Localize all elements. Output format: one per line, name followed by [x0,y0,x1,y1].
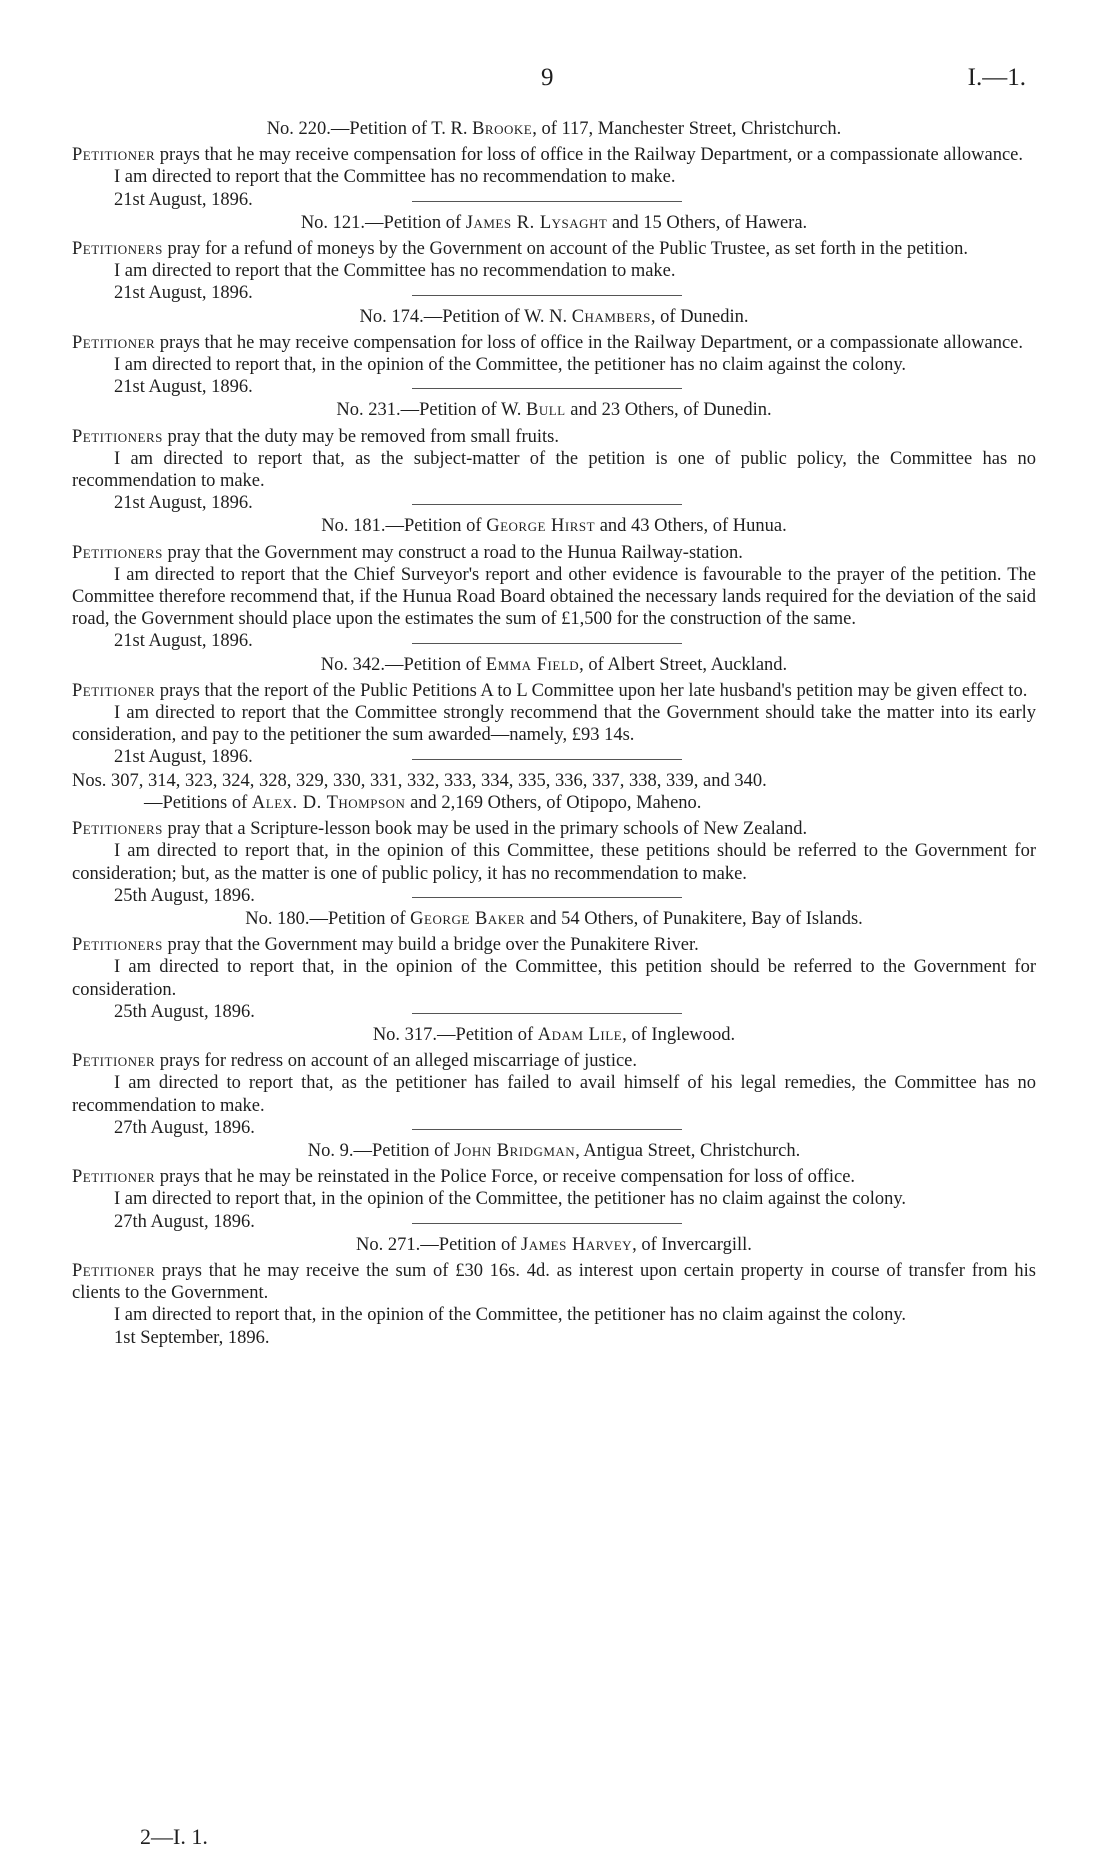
report-date: 25th August, 1896. [114,885,255,906]
committee-report: I am directed to report that, in the opinion of this Committee, these petitions should be referred to the Government for consideration; but, as the matter is one of public policy, it has no recommendation to make. [72,841,1036,884]
petition-entry [72,1140,1036,1232]
heading-suffix: and 43 Others, of Hunua. [595,516,787,537]
heading-prefix: —Petitions of [144,792,252,813]
petition-heading [72,1024,1036,1046]
petition-heading [72,212,1036,234]
heading-suffix: , of Albert Street, Auckland. [579,654,788,675]
petition-prayer [72,1260,1036,1304]
petitioner-label: Petitioner [72,1051,156,1072]
petition-entry [72,212,1036,304]
report-date: 21st August, 1896. [114,493,253,514]
report-date: 25th August, 1896. [114,1001,255,1022]
heading-suffix: , of 117, Manchester Street, Christchurch. [532,119,842,139]
heading-prefix: No. 174.—Petition of W. N. [359,306,572,327]
prayer-text: prays for redress on account of an alleged miscarriage of justice. [155,1051,638,1072]
report-date: 21st August, 1896. [114,377,253,398]
committee-report: I am directed to report that the Committee strongly recommend that the Government should take the matter into its early consideration, and pay to the petitioner the sum awarded—namely, £93 14s. [72,703,1036,746]
petitioner-name: Emma Field [485,654,580,675]
petitioner-label: Petitioners [72,239,163,260]
petitioner-name: George Baker [410,908,526,929]
prayer-text: prays that he may receive the sum of £30 16s. 4d. as interest upon certain property in course of transfer from his clients to the Government. [72,1260,1036,1304]
petition-heading [72,1140,1036,1162]
committee-report: I am directed to report that, in the opinion of the Committee, the petitioner has no claim against the colony. [114,1305,907,1326]
petition-heading [72,118,1036,140]
document-body [72,118,1036,1349]
petitioner-name: George Hirst [486,516,596,537]
petitioner-label: Petitioner [72,145,156,166]
petition-heading [72,399,1036,421]
petition-prayer [72,542,1036,564]
petitioner-name: Brooke [472,119,533,139]
heading-prefix: No. 317.—Petition of [372,1024,538,1045]
report-date: 27th August, 1896. [114,1117,255,1138]
heading-prefix: No. 220.—Petition of T. R. [266,119,473,139]
petition-prayer [72,1166,1036,1188]
petition-entry [72,654,1036,768]
petitioner-name: Alex. D. Thompson [251,792,406,813]
petition-entry [72,515,1036,652]
heading-prefix: No. 181.—Petition of [321,516,487,537]
petitioner-label: Petitioners [72,819,163,840]
committee-report: I am directed to report that, in the opinion of the Committee, the petitioner has no claim against the colony. [114,1189,907,1210]
section-rule [412,759,682,760]
petition-heading [72,908,1036,930]
heading-prefix: No. 180.—Petition of [245,908,411,929]
petition-prayer [72,818,1036,840]
petition-entry [72,908,1036,1022]
section-rule [412,388,682,389]
prayer-text: pray that the Government may build a bridge over the Punakitere River. [162,935,699,956]
heading-suffix: , Antigua Street, Christchurch. [575,1140,801,1161]
committee-report: I am directed to report that, in the opinion of the Committee, this petition should be referred to the Government for consideration. [72,957,1036,1000]
committee-report: I am directed to report that the Committee has no recommendation to make. [114,261,676,282]
petition-prayer [72,1050,1036,1072]
petitioner-label: Petitioners [72,935,163,956]
prayer-text: prays that the report of the Public Petitions A to L Committee upon her late husband's petition may be given effect to. [155,680,1028,701]
petition-entry [72,306,1036,398]
heading-prefix: No. 342.—Petition of [320,654,486,675]
petition-prayer [72,144,1036,166]
petition-prayer [72,680,1036,702]
heading-prefix: No. 9.—Petition of [307,1140,455,1161]
petition-heading-sub [72,792,1036,814]
committee-report: I am directed to report that, as the subject-matter of the petition is one of public policy, the Committee has no recommendation to make. [72,448,1036,492]
petitioner-name: Adam Lile [537,1024,623,1045]
heading-suffix: and 2,169 Others, of Otipopo, Maheno. [405,792,702,813]
petitioner-label: Petitioner [72,680,156,701]
section-rule [412,1013,682,1014]
report-date: 21st August, 1896. [114,747,253,768]
petition-prayer [72,426,1036,448]
prayer-text: pray that a Scripture-lesson book may be used in the primary schools of New Zealand. [162,819,808,840]
petition-heading [72,1234,1036,1256]
committee-report: I am directed to report that, as the petitioner has failed to avail himself of his legal remedies, the Committee has no recommendation to make. [72,1073,1036,1116]
heading-prefix: No. 231.—Petition of W. [336,400,526,421]
petitioner-label: Petitioner [72,332,156,353]
petition-entry [72,399,1036,514]
report-date: 21st August, 1896. [114,631,253,652]
petitioner-label: Petitioner [72,1260,156,1281]
series-number: I.—1. [967,64,1026,91]
petitioner-name: John Bridgman [454,1140,576,1161]
petition-entry [72,118,1036,210]
section-rule [412,295,682,296]
heading-suffix: , of Invercargill. [632,1234,752,1255]
petition-entry [72,770,1036,906]
prayer-text: prays that he may receive compensation for loss of office in the Railway Department, or a compassionate allowance. [155,145,1024,166]
section-rule [412,201,682,202]
section-rule [412,897,682,898]
report-date: 27th August, 1896. [114,1211,255,1232]
report-date: 21st August, 1896. [114,189,253,210]
heading-suffix: and 23 Others, of Dunedin. [565,400,772,421]
heading-prefix: No. 121.—Petition of [300,212,466,233]
petition-heading [72,654,1036,676]
petitioner-label: Petitioners [72,542,163,563]
heading-suffix: and 54 Others, of Punakitere, Bay of Islands. [525,908,863,929]
petitioner-name: Chambers [571,306,651,327]
petition-heading [72,515,1036,537]
petitioner-label: Petitioners [72,426,163,447]
petition-numbers: Nos. 307, 314, 323, 324, 328, 329, 330, 331, 332, 333, 334, 335, 336, 337, 338, 339, and 340. [72,770,767,791]
prayer-text: pray that the Government may construct a road to the Hunua Railway-station. [162,542,743,563]
petition-entry [72,1234,1036,1349]
petition-prayer [72,332,1036,354]
heading-suffix: , of Inglewood. [622,1024,736,1045]
petitioner-label: Petitioner [72,1167,156,1188]
prayer-text: pray that the duty may be removed from small fruits. [162,426,559,447]
petition-heading [72,306,1036,328]
committee-report: I am directed to report that the Chief Surveyor's report and other evidence is favourable to the prayer of the petition. The Committee therefore recommend that, if the Hunua Road Board obtained the necessary lands required for the deviation of the said road, the Government should place upon the estimates the sum of £1,500 for the construction of the same. [72,564,1036,630]
petitioner-name: James R. Lysaght [465,212,608,233]
heading-prefix: No. 271.—Petition of [356,1234,522,1255]
prayer-text: prays that he may receive compensation for loss of office in the Railway Department, or a compassionate allowance. [155,332,1024,353]
petition-prayer [72,934,1036,956]
section-rule [412,1223,682,1224]
section-rule [412,643,682,644]
committee-report: I am directed to report that, in the opinion of the Committee, the petitioner has no claim against the colony. [114,355,907,376]
heading-suffix: , of Dunedin. [650,306,749,327]
prayer-text: pray for a refund of moneys by the Government on account of the Public Trustee, as set forth in the petition. [162,239,968,260]
petitioner-name: Bull [526,400,566,421]
heading-suffix: and 15 Others, of Hawera. [607,212,808,233]
petitioner-name: James Harvey [521,1234,633,1255]
prayer-text: prays that he may be reinstated in the Police Force, or receive compensation for loss of office. [155,1167,856,1188]
signature-mark: 2—I. 1. [140,1824,208,1849]
petition-prayer [72,238,1036,260]
page-number: 9 [541,64,554,91]
committee-report: I am directed to report that the Committee has no recommendation to make. [114,167,676,188]
petition-entry [72,1024,1036,1138]
petition-heading [72,770,1036,814]
section-rule [412,504,682,505]
section-rule [412,1129,682,1130]
report-date: 1st September, 1896. [114,1327,270,1348]
report-date: 21st August, 1896. [114,283,253,304]
